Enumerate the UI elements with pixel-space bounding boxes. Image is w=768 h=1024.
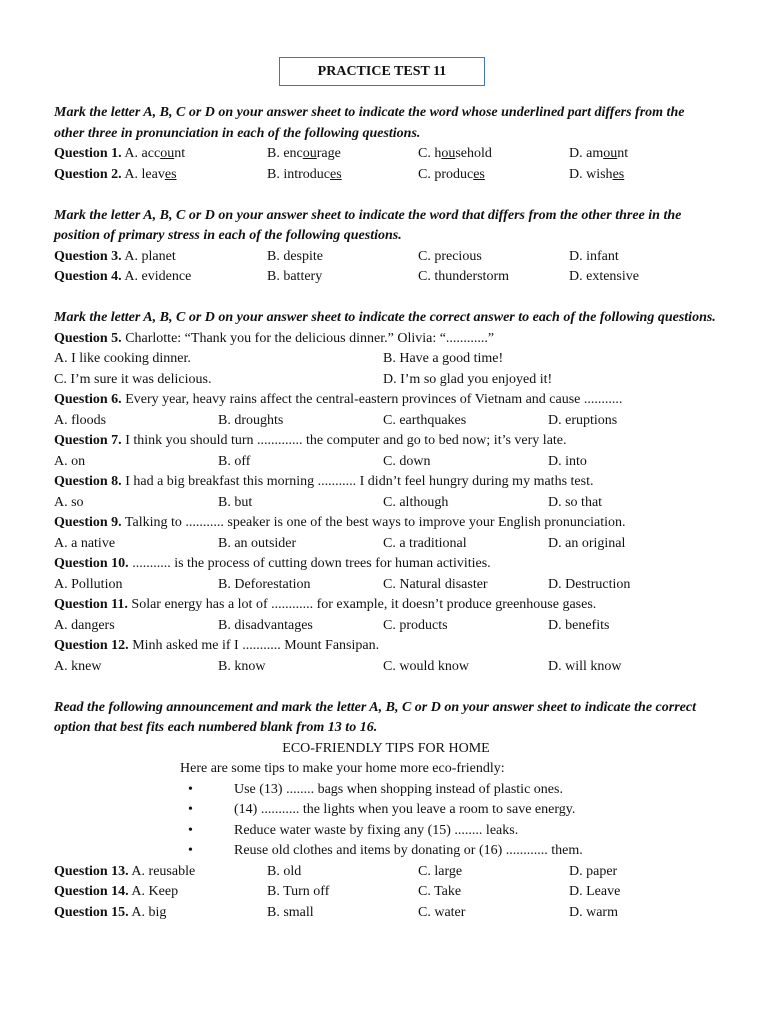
question-13 <box>54 862 718 883</box>
option-d: D. paper <box>569 863 618 879</box>
question-12-options <box>54 657 718 678</box>
option-a: A. on <box>54 453 86 469</box>
question-label: Question 1. <box>54 146 122 161</box>
option-d-prefix: D. wish <box>569 166 613 182</box>
question-text: Charlotte: “Thank you for the delicious dinner.” Olivia: “............” <box>121 330 495 346</box>
option-a: A. so <box>54 494 84 510</box>
option-a-underlined: ou <box>160 146 175 161</box>
option-c-underlined: ou <box>441 146 456 161</box>
option-a: A. I like cooking dinner. <box>54 351 191 366</box>
option-a: A. a native <box>54 535 116 551</box>
option-b: B. old <box>267 863 302 879</box>
option-c-prefix: C. produc <box>418 166 474 182</box>
option-c: C. precious <box>418 248 482 264</box>
question-6 <box>54 390 718 411</box>
option-c: C. earthquakes <box>383 412 467 428</box>
instruction-pronunciation: Mark the letter A, B, C or D on your answer sheet to indicate the word whose underlined part differs from the other three in pronunciation in each of the following questions. <box>54 105 685 141</box>
question-4 <box>54 267 718 288</box>
question-text: Talking to ........... speaker is one of the best ways to improve your English pronunciation. <box>121 515 626 530</box>
question-label: Question 12. <box>54 638 129 653</box>
option-a: A. planet <box>124 248 176 264</box>
question-10 <box>54 554 718 575</box>
option-b: B. Turn off <box>267 884 330 899</box>
tip-item <box>54 841 718 862</box>
question-label: Question 11. <box>54 597 128 612</box>
option-d-prefix: D. am <box>569 146 604 161</box>
option-a: A. knew <box>54 658 102 674</box>
question-11 <box>54 595 718 616</box>
question-3 <box>54 247 718 268</box>
option-b: B. an outsider <box>218 535 297 551</box>
option-d: D. an original <box>548 535 626 551</box>
option-b: B. droughts <box>218 412 284 428</box>
question-label: Question 14. <box>54 884 129 899</box>
option-b-suffix: rage <box>316 146 341 161</box>
option-c: C. I’m sure it was delicious. <box>54 371 212 387</box>
option-d: D. Destruction <box>548 576 631 592</box>
option-b-underlined: es <box>330 166 342 182</box>
question-label: Question 9. <box>54 515 122 530</box>
option-c: C. Take <box>418 884 462 899</box>
question-1 <box>54 144 718 165</box>
option-c-prefix: C. h <box>418 146 442 161</box>
option-a-suffix: nt <box>174 146 186 161</box>
option-d: D. benefits <box>548 617 610 633</box>
option-a-prefix: A. acc <box>124 146 161 161</box>
option-c-underlined: es <box>473 166 485 182</box>
option-b-prefix: B. enc <box>267 146 303 161</box>
option-a: A. Keep <box>131 884 179 899</box>
option-b: B. battery <box>267 269 323 284</box>
question-7-options <box>54 452 718 473</box>
question-label: Question 10. <box>54 556 129 571</box>
question-text: Solar energy has a lot of ............ for example, it doesn’t produce greenhouse gases. <box>127 597 597 612</box>
question-15 <box>54 903 718 924</box>
tip-item <box>54 821 718 842</box>
question-14 <box>54 882 718 903</box>
question-8 <box>54 472 718 493</box>
question-label: Question 4. <box>54 269 122 284</box>
instruction-stress: Mark the letter A, B, C or D on your answer sheet to indicate the word that differs from the other three in the position of primary stress in each of the following questions. <box>54 207 682 243</box>
option-b: B. off <box>218 453 251 469</box>
option-c: C. a traditional <box>383 535 467 551</box>
option-d: D. I’m so glad you enjoyed it! <box>383 371 553 387</box>
bullet: • <box>188 843 193 858</box>
tip-item <box>54 800 718 821</box>
option-c: C. water <box>418 904 466 920</box>
question-6-options <box>54 411 718 432</box>
question-label: Question 3. <box>54 248 122 264</box>
question-text: I think you should turn ............. the computer and go to bed now; it’s very late. <box>121 433 567 448</box>
option-a: A. evidence <box>124 269 192 284</box>
option-a: A. dangers <box>54 617 115 633</box>
option-a: A. floods <box>54 412 107 428</box>
bullet: • <box>188 822 193 838</box>
option-d-suffix: nt <box>617 146 629 161</box>
bullet: • <box>188 802 193 817</box>
option-c-suffix: sehold <box>455 146 492 161</box>
question-2 <box>54 165 718 186</box>
option-d: D. so that <box>548 494 603 510</box>
question-label: Question 2. <box>54 166 122 182</box>
tip-item <box>54 780 718 801</box>
option-d: D. will know <box>548 658 622 674</box>
instruction-grammar: Mark the letter A, B, C or D on your answer sheet to indicate the correct answer to each of the following questions. <box>54 310 716 325</box>
question-label: Question 15. <box>54 904 129 920</box>
question-text: Minh asked me if I ........... Mount Fansipan. <box>128 638 380 653</box>
question-9-options <box>54 534 718 555</box>
question-5 <box>54 329 718 350</box>
test-content <box>54 103 718 923</box>
option-c: C. Natural disaster <box>383 576 488 592</box>
option-a: A. reusable <box>131 863 196 879</box>
option-b: B. disadvantages <box>218 617 313 633</box>
option-d: D. warm <box>569 904 618 920</box>
instruction-reading: Read the following announcement and mark the letter A, B, C or D on your answer sheet to indicate the correct option that best fits each numbered blank from 13 to 16. <box>54 699 696 735</box>
option-c: C. although <box>383 494 449 510</box>
tip-text: Reduce water waste by fixing any (15) ........ leaks. <box>234 822 519 838</box>
option-a: A. big <box>131 904 167 920</box>
tip-text: Reuse old clothes and items by donating or (16) ............ them. <box>234 843 583 858</box>
option-d-underlined: ou <box>603 146 618 161</box>
option-d: D. extensive <box>569 269 639 284</box>
question-5-options-ab <box>54 349 718 370</box>
option-c: C. products <box>383 617 448 633</box>
page-title: PRACTICE TEST 11 <box>279 57 485 86</box>
question-9 <box>54 513 718 534</box>
tip-text: (14) ........... the lights when you leave a room to save energy. <box>234 802 576 817</box>
question-label: Question 5. <box>54 330 122 346</box>
option-b-underlined: ou <box>302 146 317 161</box>
option-b: B. Deforestation <box>218 576 311 592</box>
question-label: Question 6. <box>54 392 122 407</box>
bullet: • <box>188 781 193 797</box>
option-b: B. despite <box>267 248 323 264</box>
question-label: Question 8. <box>54 474 122 489</box>
question-12 <box>54 636 718 657</box>
option-d: D. infant <box>569 248 619 264</box>
option-c: C. thunderstorm <box>418 269 509 284</box>
option-d: D. eruptions <box>548 412 618 428</box>
announcement-intro: Here are some tips to make your home more eco-friendly: <box>180 761 505 776</box>
option-a: A. Pollution <box>54 576 123 592</box>
question-text: I had a big breakfast this morning ........... I didn’t feel hungry during my maths test. <box>121 474 594 489</box>
option-d: D. into <box>548 453 587 469</box>
option-a-prefix: A. leav <box>124 166 165 182</box>
question-10-options <box>54 575 718 596</box>
question-text: ........... is the process of cutting down trees for human activities. <box>128 556 491 571</box>
option-d-underlined: es <box>612 166 625 182</box>
option-d: D. Leave <box>569 884 621 899</box>
option-b: B. but <box>218 494 253 510</box>
question-5-options-cd <box>54 370 718 391</box>
option-c: C. would know <box>383 658 469 674</box>
option-c: C. down <box>383 453 431 469</box>
question-text: Every year, heavy rains affect the central-eastern provinces of Vietnam and cause ........... <box>121 392 623 407</box>
announcement-heading: ECO-FRIENDLY TIPS FOR HOME <box>282 740 490 756</box>
option-c: C. large <box>418 863 463 879</box>
tip-text: Use (13) ........ bags when shopping instead of plastic ones. <box>234 781 563 797</box>
option-a-underlined: es <box>164 166 177 182</box>
question-8-options <box>54 493 718 514</box>
question-label: Question 7. <box>54 433 122 448</box>
question-11-options <box>54 616 718 637</box>
option-b: B. small <box>267 904 314 920</box>
question-7 <box>54 431 718 452</box>
option-b: B. know <box>218 658 266 674</box>
question-label: Question 13. <box>54 863 129 879</box>
option-b: B. Have a good time! <box>383 351 504 366</box>
option-b-prefix: B. introduc <box>267 166 330 182</box>
